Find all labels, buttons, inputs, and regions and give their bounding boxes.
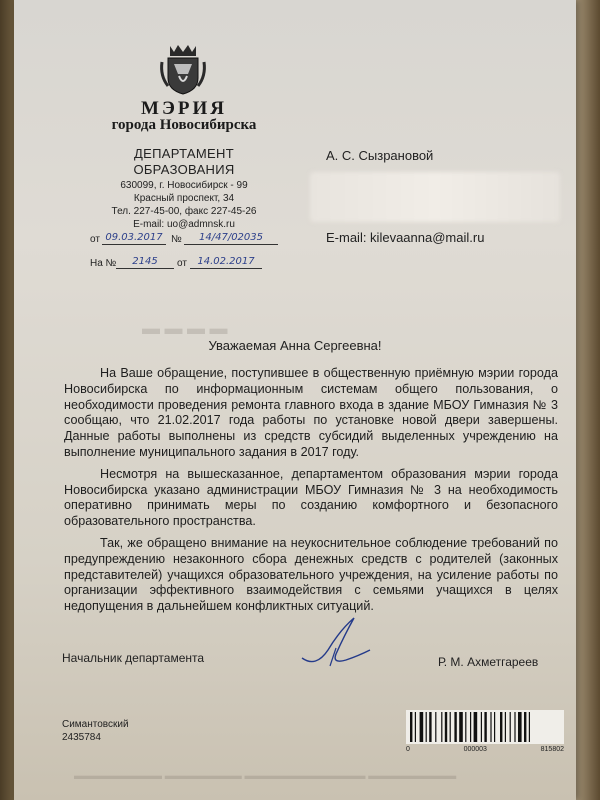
barcode-middle: 000003: [463, 746, 487, 753]
barcode-bar: [465, 712, 466, 742]
on-from-label: от: [177, 258, 187, 269]
barcode-icon: [406, 710, 564, 744]
barcode-bar: [481, 712, 482, 742]
barcode-bar: [420, 712, 424, 742]
body-paragraph-3: Так, же обращено внимание на неукоснительное соблюдение требований по предупреждению незаконного сбора денежных средств с родителей (законных представителей) учащихся образовательного учреждения, на усиление работы по организации эффективного взаимодействия с семьями учащихся в целях недопущения в дальнейшем конфликтных ситуаций.: [64, 535, 558, 614]
barcode-right: 815802: [540, 746, 564, 753]
barcode-bar: [459, 712, 463, 742]
barcode-bar: [474, 712, 478, 742]
barcode-bar: [514, 712, 515, 742]
show-through-text: ▬▬▬▬▬▬▬▬ ▬▬▬▬▬▬▬ ▬▬▬▬▬▬▬▬▬▬▬ ▬▬▬▬▬▬▬▬: [74, 770, 457, 782]
barcode-bar: [524, 712, 526, 742]
barcode-bar: [410, 712, 412, 742]
greeting: Уважаемая Анна Сергеевна!: [208, 338, 382, 353]
barcode-bar: [490, 712, 491, 742]
from-label: от: [90, 234, 100, 245]
executor-block: [62, 718, 129, 744]
barcode-bar: [484, 712, 486, 742]
org-city: города Новосибирска: [111, 117, 257, 133]
executor-phone: 2435784: [62, 732, 101, 743]
on-label: На №: [90, 258, 117, 269]
number-sign: №: [171, 234, 182, 245]
dept-line-2: ОБРАЗОВАНИЯ: [133, 162, 235, 177]
barcode-bar: [426, 712, 427, 742]
letter-body: [64, 366, 558, 621]
barcode-bar: [445, 712, 447, 742]
dept-email-line: E-mail: uo@admnsk.ru: [133, 219, 235, 230]
signature-icon: [296, 610, 376, 670]
barcode-bar: [441, 712, 442, 742]
body-paragraph-1: На Ваше обращение, поступившее в общественную приёмную мэрии города Новосибирска по информационным системам общего пользования, о необходимости проведения ремонта главного входа в здание МБОУ Гимназия № 3 сообщаю, что 21.02.2017 года работы по установке новой двери завершены. Данные работы выполнены из средств субсидий выделенных учреждению на выполнение муниципального задания в 2017 году.: [64, 366, 558, 459]
barcode-bar: [494, 712, 495, 742]
org-name: МЭРИЯ: [141, 98, 227, 119]
barcode-bar: [529, 712, 530, 742]
recipient-email: E-mail: kilevaanna@mail.ru: [326, 230, 485, 245]
barcode-number: [406, 746, 564, 753]
outgoing-number: 14/47/02035: [184, 232, 278, 245]
barcode-bar: [505, 712, 506, 742]
incoming-number: 2145: [116, 256, 174, 269]
barcode-bar: [470, 712, 471, 742]
barcode-bar: [435, 712, 436, 742]
barcode-bar: [510, 712, 511, 742]
barcode-bar: [450, 712, 451, 742]
show-through-mark: ▬ ▬ ▬ ▬: [142, 318, 228, 338]
barcode-left: 0: [406, 746, 410, 753]
dept-line-1: ДЕПАРТАМЕНТ: [134, 146, 234, 161]
body-paragraph-2: Несмотря на вышесказанное, департаментом образования мэрии города Новосибирска указано администрации МБОУ Гимназия № 3 на необходимость оперативно принимать меры по созданию комфортного и безопасного образовательного пространства.: [64, 466, 558, 529]
barcode-bar: [518, 712, 522, 742]
executor-name: Симантовский: [62, 719, 129, 730]
phone-line: Тел. 227-45-00, факс 227-45-26: [111, 206, 257, 217]
barcode-bar: [429, 712, 431, 742]
incoming-date: 14.02.2017: [190, 256, 262, 269]
barcode-bar: [500, 712, 502, 742]
address-line-1: 630099, г. Новосибирск - 99: [120, 180, 248, 191]
signatory-name: Р. М. Ахметгареев: [438, 655, 539, 669]
coat-of-arms-icon: [158, 40, 208, 96]
signatory-title: Начальник департамента: [62, 651, 205, 665]
address-line-2: Красный проспект, 34: [133, 193, 235, 204]
from-date: 09.03.2017: [102, 232, 166, 245]
barcode-bar: [454, 712, 456, 742]
letter-sheet: [14, 0, 576, 800]
recipient-name: А. С. Сызрановой: [326, 148, 434, 163]
redacted-area: [310, 172, 560, 222]
barcode-bar: [415, 712, 416, 742]
